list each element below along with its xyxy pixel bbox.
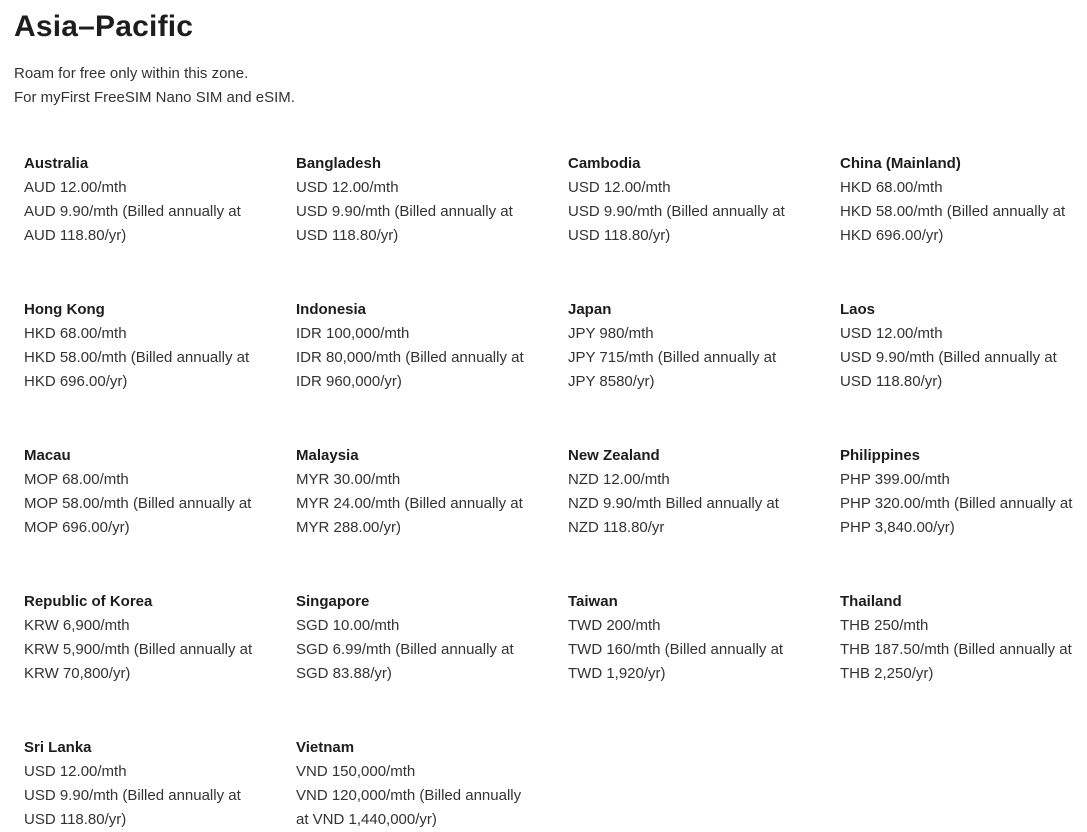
country-name: Republic of Korea <box>24 593 153 610</box>
country-annual-price: USD 9.90/mth (Billed annually at USD 118.80/yr) <box>840 349 1057 390</box>
country-name: Sri Lanka <box>24 739 92 756</box>
country-name: Bangladesh <box>296 155 382 172</box>
country-pricing-grid <box>24 152 1084 832</box>
country-card <box>24 444 260 540</box>
country-name: Philippines <box>840 447 921 464</box>
country-card <box>24 736 260 832</box>
country-card <box>568 152 804 248</box>
zone-intro-line-2: For myFirst FreeSIM Nano SIM and eSIM. <box>14 89 295 106</box>
country-annual-price: HKD 58.00/mth (Billed annually at HKD 696.00/yr) <box>24 349 250 390</box>
country-card <box>296 736 532 832</box>
country-monthly-price: THB 250/mth <box>840 617 929 634</box>
country-card <box>568 298 804 394</box>
country-monthly-price: PHP 399.00/mth <box>840 471 950 488</box>
country-annual-price: USD 9.90/mth (Billed annually at USD 118.80/yr) <box>568 203 785 244</box>
country-annual-price: THB 187.50/mth (Billed annually at THB 2,250/yr) <box>840 641 1072 682</box>
country-card <box>840 444 1076 540</box>
country-card <box>24 590 260 686</box>
country-monthly-price: TWD 200/mth <box>568 617 661 634</box>
country-card <box>296 298 532 394</box>
country-monthly-price: NZD 12.00/mth <box>568 471 670 488</box>
country-name: Japan <box>568 301 612 318</box>
country-name: China (Mainland) <box>840 155 961 172</box>
country-name: New Zealand <box>568 447 660 464</box>
country-name: Hong Kong <box>24 301 105 318</box>
country-card <box>296 152 532 248</box>
zone-intro <box>14 62 1087 110</box>
country-annual-price: IDR 80,000/mth (Billed annually at IDR 960,000/yr) <box>296 349 524 390</box>
country-annual-price: JPY 715/mth (Billed annually at JPY 8580/yr) <box>568 349 777 390</box>
country-monthly-price: HKD 68.00/mth <box>24 325 127 342</box>
country-name: Macau <box>24 447 71 464</box>
country-name: Laos <box>840 301 876 318</box>
country-annual-price: MOP 58.00/mth (Billed annually at MOP 696.00/yr) <box>24 495 252 536</box>
country-card <box>840 590 1076 686</box>
country-annual-price: MYR 24.00/mth (Billed annually at MYR 288.00/yr) <box>296 495 523 536</box>
country-card <box>568 590 804 686</box>
country-annual-price: VND 120,000/mth (Billed annually at VND 1,440,000/yr) <box>296 787 522 828</box>
country-monthly-price: AUD 12.00/mth <box>24 179 127 196</box>
country-card <box>296 444 532 540</box>
country-name: Thailand <box>840 593 902 610</box>
country-name: Singapore <box>296 593 370 610</box>
country-name: Malaysia <box>296 447 359 464</box>
country-annual-price: USD 9.90/mth (Billed annually at USD 118.80/yr) <box>296 203 513 244</box>
country-card <box>840 152 1076 248</box>
country-annual-price: KRW 5,900/mth (Billed annually at KRW 70,800/yr) <box>24 641 253 682</box>
country-card <box>568 444 804 540</box>
country-annual-price: SGD 6.99/mth (Billed annually at SGD 83.88/yr) <box>296 641 514 682</box>
country-annual-price: TWD 160/mth (Billed annually at TWD 1,920/yr) <box>568 641 784 682</box>
pricing-zone-section <box>0 9 1087 832</box>
country-name: Indonesia <box>296 301 367 318</box>
country-annual-price: NZD 9.90/mth Billed annually at NZD 118.80/yr <box>568 495 779 536</box>
country-name: Vietnam <box>296 739 355 756</box>
country-monthly-price: MOP 68.00/mth <box>24 471 129 488</box>
country-monthly-price: USD 12.00/mth <box>840 325 943 342</box>
country-card <box>840 298 1076 394</box>
country-card <box>24 298 260 394</box>
zone-title: Asia–Pacific <box>14 10 194 43</box>
zone-intro-line-1: Roam for free only within this zone. <box>14 65 249 82</box>
country-monthly-price: SGD 10.00/mth <box>296 617 400 634</box>
country-monthly-price: JPY 980/mth <box>568 325 654 342</box>
country-name: Cambodia <box>568 155 641 172</box>
country-card <box>24 152 260 248</box>
country-monthly-price: USD 12.00/mth <box>24 763 127 780</box>
country-annual-price: USD 9.90/mth (Billed annually at USD 118.80/yr) <box>24 787 241 828</box>
country-monthly-price: HKD 68.00/mth <box>840 179 943 196</box>
country-monthly-price: VND 150,000/mth <box>296 763 416 780</box>
country-monthly-price: IDR 100,000/mth <box>296 325 410 342</box>
country-name: Taiwan <box>568 593 618 610</box>
country-monthly-price: KRW 6,900/mth <box>24 617 130 634</box>
country-monthly-price: USD 12.00/mth <box>568 179 671 196</box>
country-name: Australia <box>24 155 89 172</box>
country-annual-price: PHP 320.00/mth (Billed annually at PHP 3,840.00/yr) <box>840 495 1073 536</box>
country-annual-price: HKD 58.00/mth (Billed annually at HKD 696.00/yr) <box>840 203 1066 244</box>
country-monthly-price: MYR 30.00/mth <box>296 471 401 488</box>
country-card <box>296 590 532 686</box>
country-annual-price: AUD 9.90/mth (Billed annually at AUD 118.80/yr) <box>24 203 241 244</box>
country-monthly-price: USD 12.00/mth <box>296 179 399 196</box>
